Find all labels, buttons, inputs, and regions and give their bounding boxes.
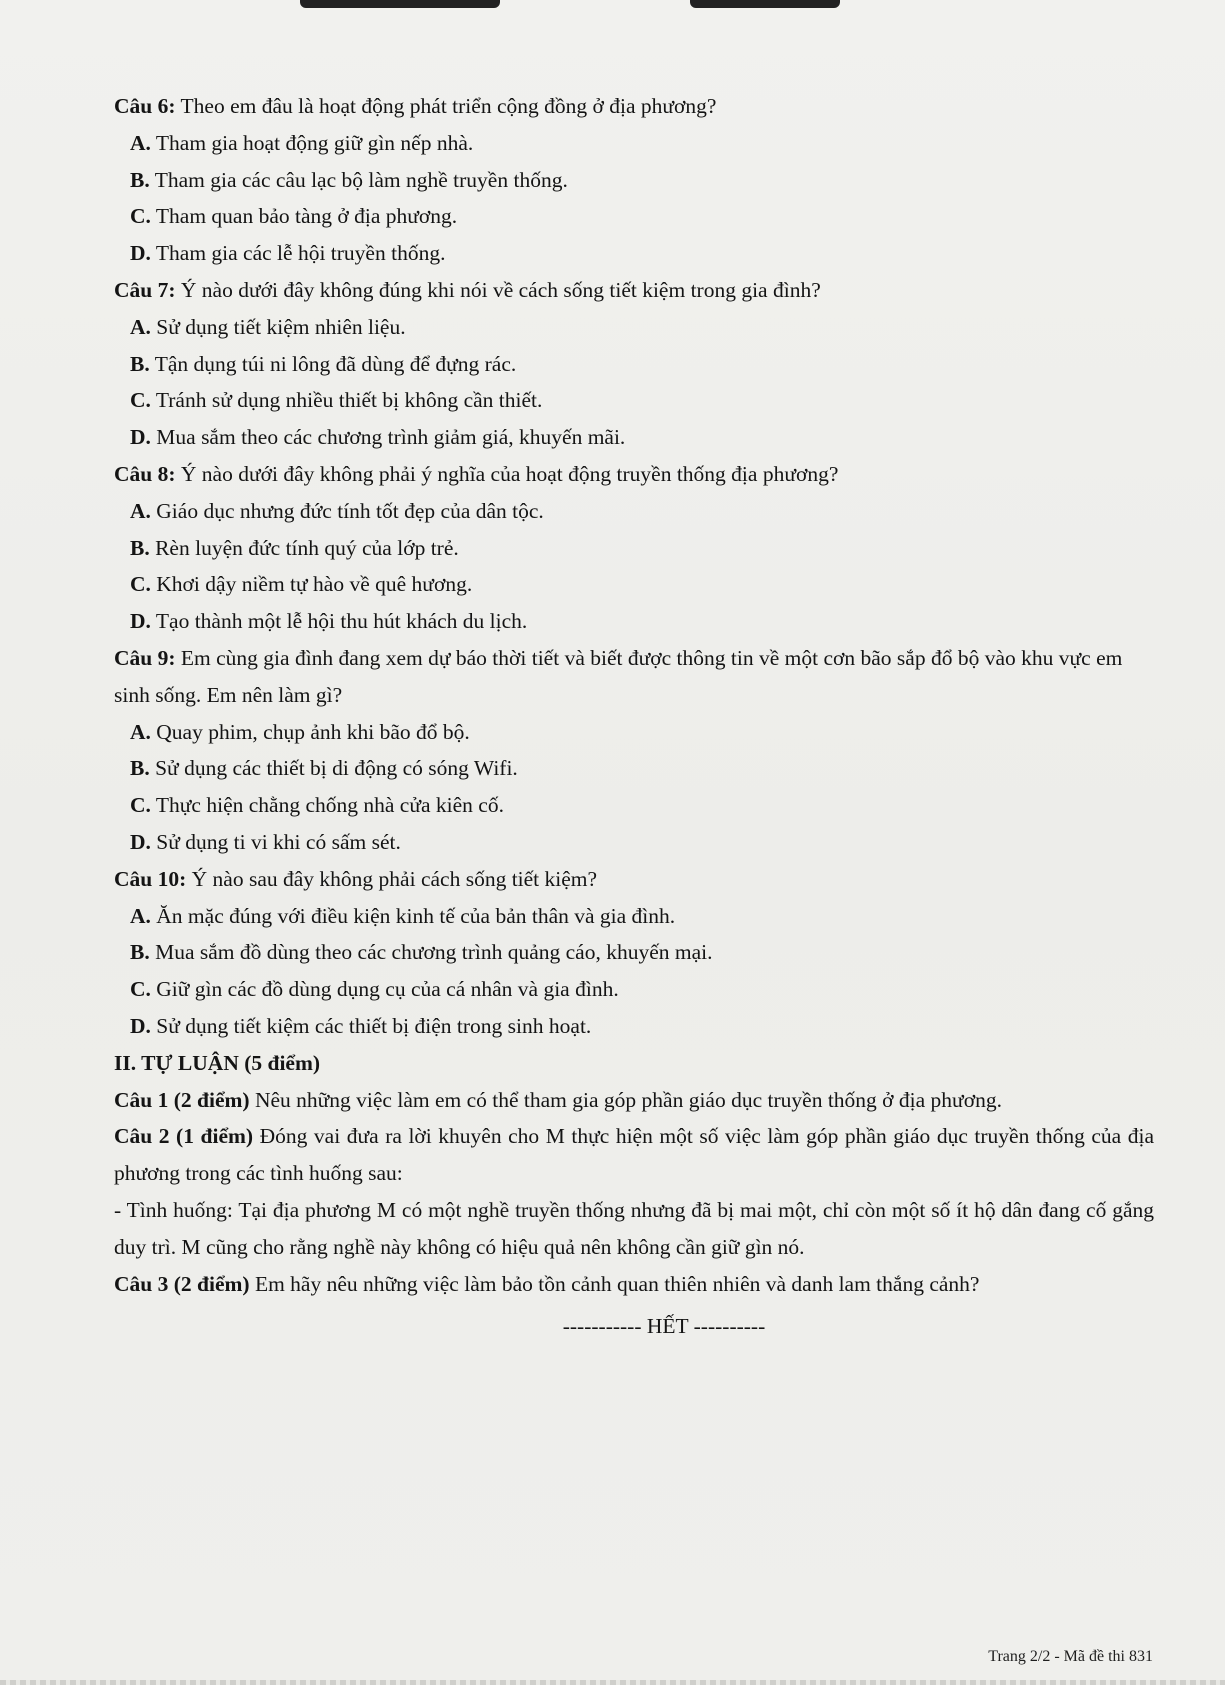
question-label: Câu 7: [114,277,176,302]
option-text: Tạo thành một lễ hội thu hút khách du lịch. [150,609,528,634]
option-letter: D. [130,425,151,450]
question-stem [114,88,1154,125]
answer-option [130,198,1154,235]
question-stem [114,640,1154,714]
answer-option [130,898,1154,935]
question-text: Em cùng gia đình đang xem dự báo thời tiết và biết được thông tin về một cơn bão sắp đổ bộ vào khu vực em sinh sống. Em nên làm gì? [114,645,1123,707]
essay-text: - Tình huống: Tại địa phương M có một nghề truyền thống nhưng đã bị mai một, chỉ còn một số ít hộ dân đang cố gắng duy trì. M cũng cho rằng nghề này không có hiệu quả nên không cần giữ gìn nó. [114,1197,1154,1259]
option-letter: B. [130,167,150,192]
option-letter: C. [130,388,151,413]
option-text: Sử dụng tiết kiệm các thiết bị điện trong sinh hoạt. [150,1013,592,1038]
option-text: Khơi dậy niềm tự hào về quê hương. [150,572,473,597]
question-text: Ý nào sau đây không phải cách sống tiết kiệm? [186,866,598,891]
option-text: Giữ gìn các đồ dùng dụng cụ của cá nhân và gia đình. [150,977,619,1002]
scan-edge [0,1680,1225,1685]
answer-option [130,603,1154,640]
essay-question [114,1192,1154,1266]
answer-option [130,309,1154,346]
option-text: Mua sắm đồ dùng theo các chương trình quảng cáo, khuyến mại. [149,940,713,965]
answer-option [130,1008,1154,1045]
question-label: Câu 9: [114,645,176,670]
answer-option [130,382,1154,419]
answer-option [130,750,1154,787]
option-letter: B. [130,535,150,560]
option-letter: B. [130,756,150,781]
essay-label: Câu 1 (2 điểm) [114,1087,250,1112]
essay-question [114,1082,1154,1119]
question-stem [114,272,1154,309]
question-text: Ý nào dưới đây không đúng khi nói về cách sống tiết kiệm trong gia đình? [175,277,821,302]
option-text: Giáo dục nhưng đức tính tốt đẹp của dân tộc. [150,498,544,523]
essay-text: Nêu những việc làm em có thể tham gia góp phần giáo dục truyền thống ở địa phương. [249,1087,1002,1112]
option-letter: C. [130,977,151,1002]
option-letter: A. [130,719,151,744]
essay-label: Câu 3 (2 điểm) [114,1271,250,1296]
option-text: Sử dụng các thiết bị di động có sóng Wifi. [149,756,518,781]
answer-option [130,824,1154,861]
essay-question [114,1118,1154,1192]
question-stem [114,456,1154,493]
option-letter: A. [130,130,151,155]
option-text: Tham quan bảo tàng ở địa phương. [150,204,458,229]
answer-option [130,125,1154,162]
option-letter: D. [130,829,151,854]
option-text: Quay phim, chụp ảnh khi bão đổ bộ. [150,719,470,744]
option-letter: A. [130,903,151,928]
option-text: Rèn luyện đức tính quý của lớp trẻ. [149,535,459,560]
option-letter: A. [130,498,151,523]
section-title: II. TỰ LUẬN (5 điểm) [114,1050,321,1075]
option-text: Tham gia hoạt động giữ gìn nếp nhà. [150,130,474,155]
essay-label: Câu 2 (1 điểm) [114,1124,254,1149]
answer-option [130,971,1154,1008]
option-text: Mua sắm theo các chương trình giảm giá, khuyến mãi. [150,425,626,450]
page-footer: Trang 2/2 - Mã đề thi 831 [988,1648,1153,1665]
option-letter: A. [130,314,151,339]
answer-option [130,934,1154,971]
option-letter: B. [130,351,150,376]
option-text: Tận dụng túi ni lông đã dùng để đựng rác. [149,351,517,376]
option-text: Ăn mặc đúng với điều kiện kinh tế của bản thân và gia đình. [150,903,676,928]
question-stem [114,861,1154,898]
answer-option [130,714,1154,751]
option-text: Tránh sử dụng nhiều thiết bị không cần thiết. [150,388,543,413]
question-label: Câu 6: [114,94,176,118]
answer-option [130,787,1154,824]
answer-option [130,162,1154,199]
essay-text: Em hãy nêu những việc làm bảo tồn cảnh quan thiên nhiên và danh lam thắng cảnh? [249,1271,980,1296]
option-letter: D. [130,609,151,634]
answer-option [130,419,1154,456]
question-text: Theo em đâu là hoạt động phát triển cộng đồng ở địa phương? [175,94,717,118]
option-text: Tham gia các lễ hội truyền thống. [150,241,446,266]
question-label: Câu 10: [114,866,187,891]
answer-option [130,235,1154,272]
answer-option [130,566,1154,603]
option-text: Sử dụng ti vi khi có sấm sét. [150,829,401,854]
option-letter: D. [130,1013,151,1038]
question-text: Ý nào dưới đây không phải ý nghĩa của hoạt động truyền thống địa phương? [175,461,839,486]
option-letter: C. [130,793,151,818]
multiple-choice-section [114,88,1154,1045]
exam-content [114,88,1154,1345]
option-text: Tham gia các câu lạc bộ làm nghề truyền thống. [149,167,568,192]
scan-mark [690,0,840,8]
question-label: Câu 8: [114,461,176,486]
essay-section [114,1082,1154,1303]
option-text: Thực hiện chằng chống nhà cửa kiên cố. [150,793,504,818]
end-marker: ----------- HẾT ---------- [562,1314,766,1339]
option-letter: D. [130,241,151,266]
answer-option [130,530,1154,567]
option-letter: B. [130,940,150,965]
scan-mark [300,0,500,8]
answer-option [130,346,1154,383]
essay-text: Đóng vai đưa ra lời khuyên cho M thực hiện một số việc làm góp phần giáo dục truyền thống của địa phương trong các tình huống sau: [114,1124,1155,1186]
option-letter: C. [130,572,151,597]
answer-option [130,493,1154,530]
option-letter: C. [130,204,151,229]
option-text: Sử dụng tiết kiệm nhiên liệu. [150,314,406,339]
essay-question [114,1266,1154,1303]
